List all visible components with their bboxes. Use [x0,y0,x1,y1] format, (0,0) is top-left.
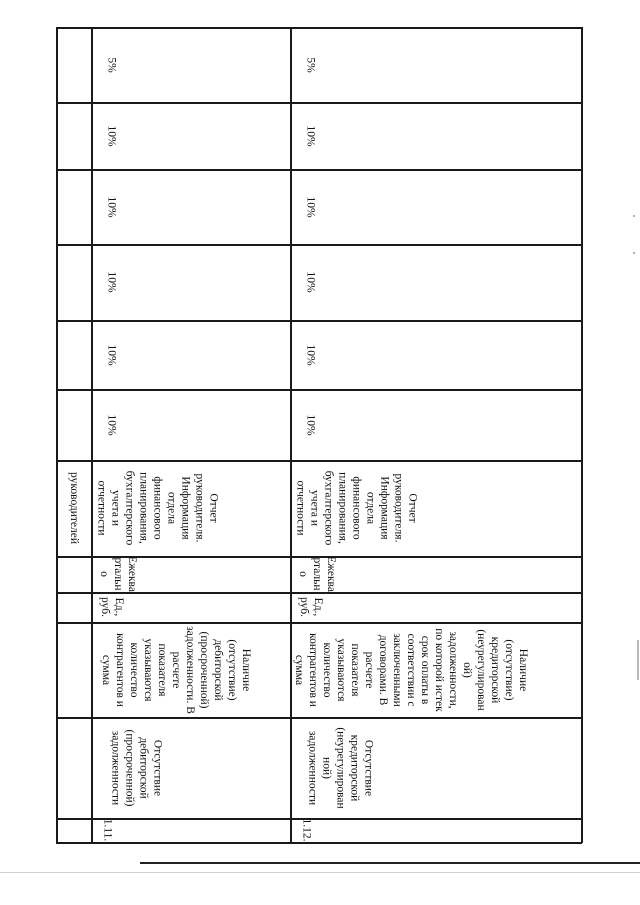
table-border-left [56,27,58,843]
row-1-periodicity-cell [92,556,144,592]
periodicity: Ежеква ртальн о [98,556,138,592]
data-source: Отчет руководителя. Информация отдела финансового планирования, бухгалтерского учета и отчетности [95,470,219,546]
indicator-definition: Наличие (отсутствие) кредиторской (неурегулирован ой) задолженности, по которой истек срок оплаты в соответствии с заключенными договорами. В расчете показателя указываются количество контрагентов и сумма [292,627,529,712]
row-2-value-cell [291,320,331,389]
scan-speck [633,252,635,254]
scan-speck [633,215,635,217]
row-2-value-cell [291,389,331,460]
indicator-name: Отсутствие дебиторской (просроченной) задолженности [109,728,164,807]
value: 10% [106,271,118,293]
row-1-unit-cell [92,592,132,622]
value: 5% [305,57,317,73]
row-2-definition-cell [291,622,531,717]
scan-edge-line [140,862,640,864]
value: 10% [305,413,317,436]
value: 5% [106,57,118,73]
row-1-value-cell [92,28,132,102]
row-2-periodicity-cell [291,556,343,592]
row-2-number-cell [291,818,321,842]
row-1-value-cell [92,244,132,320]
indicator-definition: Наличие (отсутствие) дебиторской (просроченной) задолженности. В расчете показателя указываются количество контрагентов и сумма [99,625,252,714]
table-border-bottom [56,842,582,844]
unit: Ед., руб. [99,597,125,617]
header-cell [58,460,90,556]
row-number: 1.12. [300,818,312,842]
row-number: 1.11. [100,818,113,842]
scan-edge-line [0,872,640,873]
value: 10% [106,343,118,366]
value: 10% [106,413,118,436]
row-1-value-cell [92,320,132,389]
value: 10% [106,124,118,147]
table-border-right [581,27,583,843]
row-1-value-cell [92,169,132,244]
value: 10% [305,124,317,147]
row-2-name-cell [291,717,391,818]
value: 10% [106,195,118,218]
value: 10% [305,271,317,293]
indicator-name: Отсутствие кредиторской (неурегулирован ной) задолженности [307,726,375,809]
row-1-value-cell [92,102,132,169]
value: 10% [305,343,317,366]
periodicity: Ежеква ртальн о [297,556,337,592]
row-2-unit-cell [291,592,331,622]
row-2-value-cell [291,244,331,320]
row-1-source-cell [92,460,222,556]
row-1-definition-cell [92,622,260,717]
value: 10% [305,195,317,218]
row-2-value-cell [291,28,331,102]
row-1-value-cell [92,389,132,460]
row-2-value-cell [291,102,331,169]
unit: Ед., руб. [298,597,324,617]
scan-edge-tick [637,640,639,680]
row-1-name-cell [92,717,182,818]
row-2-source-cell [291,460,421,556]
data-source: Отчет руководителя. Информация отдела финансового планирования, бухгалтерского учета и отчетности [294,470,418,546]
row-2-value-cell [291,169,331,244]
header-label: руководителей [68,471,81,545]
row-1-number-cell [92,818,122,842]
